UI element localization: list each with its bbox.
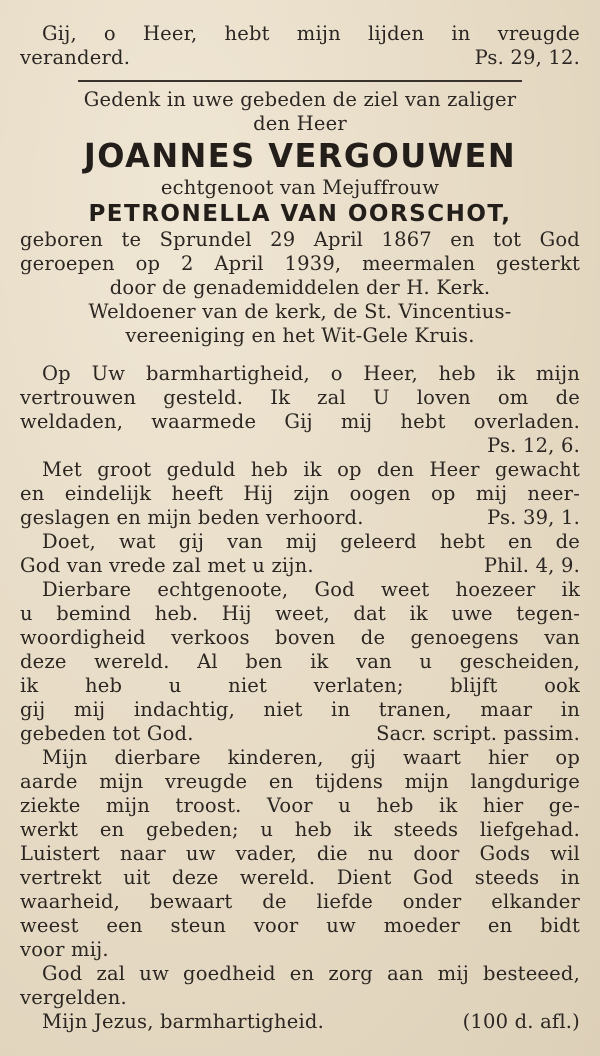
p5-line-4: werkt en gebeden; u heb ik steeds liefgehad.: [20, 818, 580, 841]
p6-line-1: God zal uw goedheid en zorg aan mij besteeed,: [42, 962, 580, 985]
p5-last-text: voor mij.: [20, 938, 109, 961]
header-line-5: geroepen op 2 April 1939, meermalen gesterkt: [20, 252, 580, 275]
p5-line-9: [20, 938, 580, 962]
p5-line-7: waarheid, bewaart de liefde onder elkander: [20, 890, 580, 913]
p4-line-1: Dierbare echtgenoote, God weet hoezeer ik: [42, 578, 580, 601]
p4-line-2: u bemind heb. Hij weet, dat ik uwe tegen-: [20, 602, 580, 625]
header-line-2: den Heer: [253, 112, 347, 135]
p4-line-4: deze wereld. Al ben ik van u gescheiden,: [20, 650, 580, 673]
header-line-4: geboren te Sprundel 29 April 1867 en tot God: [20, 228, 580, 251]
p4-line-3: woordigheid verkoos boven de genoegens van: [20, 626, 580, 649]
p3-last-text: God van vrede zal met u zijn.: [20, 554, 314, 577]
p1-ref: [20, 434, 580, 458]
p6-last-text: vergelden.: [20, 986, 127, 1009]
p3-ref: Phil. 4, 9.: [483, 554, 580, 577]
p2-last-text: geslagen en mijn beden verhoord.: [20, 506, 364, 529]
closing-line: [20, 1010, 580, 1034]
deceased-name: JOANNES VERGOUWEN: [83, 136, 517, 175]
p5-line-2: aarde mijn vreugde en tijdens mijn langdurige: [20, 770, 580, 793]
p1-line-2: vertrouwen gesteld. Ik zal U loven om de: [20, 386, 580, 409]
p3-line-1: Doet, wat gij van mij geleerd hebt en de: [42, 530, 580, 553]
p1-ref-text: Ps. 12, 6.: [487, 434, 580, 457]
spouse-name: PETRONELLA VAN OORSCHOT,: [88, 201, 512, 227]
p2-line-3: [20, 506, 580, 530]
p3-line-2: [20, 554, 580, 578]
p4-last-text: gebeden tot God.: [20, 722, 194, 745]
p4-line-7: [20, 722, 580, 746]
header-line-3: echtgenoot van Mejuffrouw: [160, 176, 440, 199]
p1-line-1: Op Uw barmhartigheid, o Heer, heb ik mijn: [42, 362, 580, 385]
closing-prayer: Mijn Jezus, barmhartigheid.: [42, 1010, 324, 1033]
header-line-1: Gedenk in uwe gebeden de ziel van zaliger: [83, 88, 517, 111]
intro-text: veranderd.: [20, 46, 131, 69]
indulgence-note: (100 d. afl.): [462, 1010, 580, 1033]
p2-ref: Ps. 39, 1.: [487, 506, 580, 529]
p2-line-2: en eindelijk heeft Hij zijn oogen op mij neer-: [20, 482, 580, 505]
divider-rule: [78, 80, 522, 82]
intro-ref: Ps. 29, 12.: [474, 46, 580, 69]
intro-line-2: [20, 46, 580, 70]
header-line-7: Weldoener van de kerk, de St. Vincentius-: [88, 300, 512, 323]
header-line-6: door de genademiddelen der H. Kerk.: [109, 276, 491, 299]
p5-line-1: Mijn dierbare kinderen, gij waart hier op: [42, 746, 580, 769]
p4-line-5: ik heb u niet verlaten; blijft ook: [20, 674, 580, 697]
p5-line-8: weest een steun voor uw moeder en bidt: [20, 914, 580, 937]
p5-line-5: Luistert naar uw vader, die nu door Gods wil: [20, 842, 580, 865]
p6-line-2: [20, 986, 580, 1010]
p1-line-3: weldaden, waarmede Gij mij hebt overladen.: [20, 410, 580, 433]
p4-ref: Sacr. script. passim.: [376, 722, 580, 745]
p5-line-3: ziekte mijn troost. Voor u heb ik hier ge-: [20, 794, 580, 817]
p2-line-1: Met groot geduld heb ik op den Heer gewacht: [42, 458, 580, 481]
header-line-8: vereeniging en het Wit-Gele Kruis.: [125, 324, 475, 347]
intro-line-1: Gij, o Heer, hebt mijn lijden in vreugde: [42, 22, 580, 45]
p4-line-6: gij mij indachtig, niet in tranen, maar in: [20, 698, 580, 721]
p5-line-6: vertrekt uit deze wereld. Dient God steeds in: [20, 866, 580, 889]
